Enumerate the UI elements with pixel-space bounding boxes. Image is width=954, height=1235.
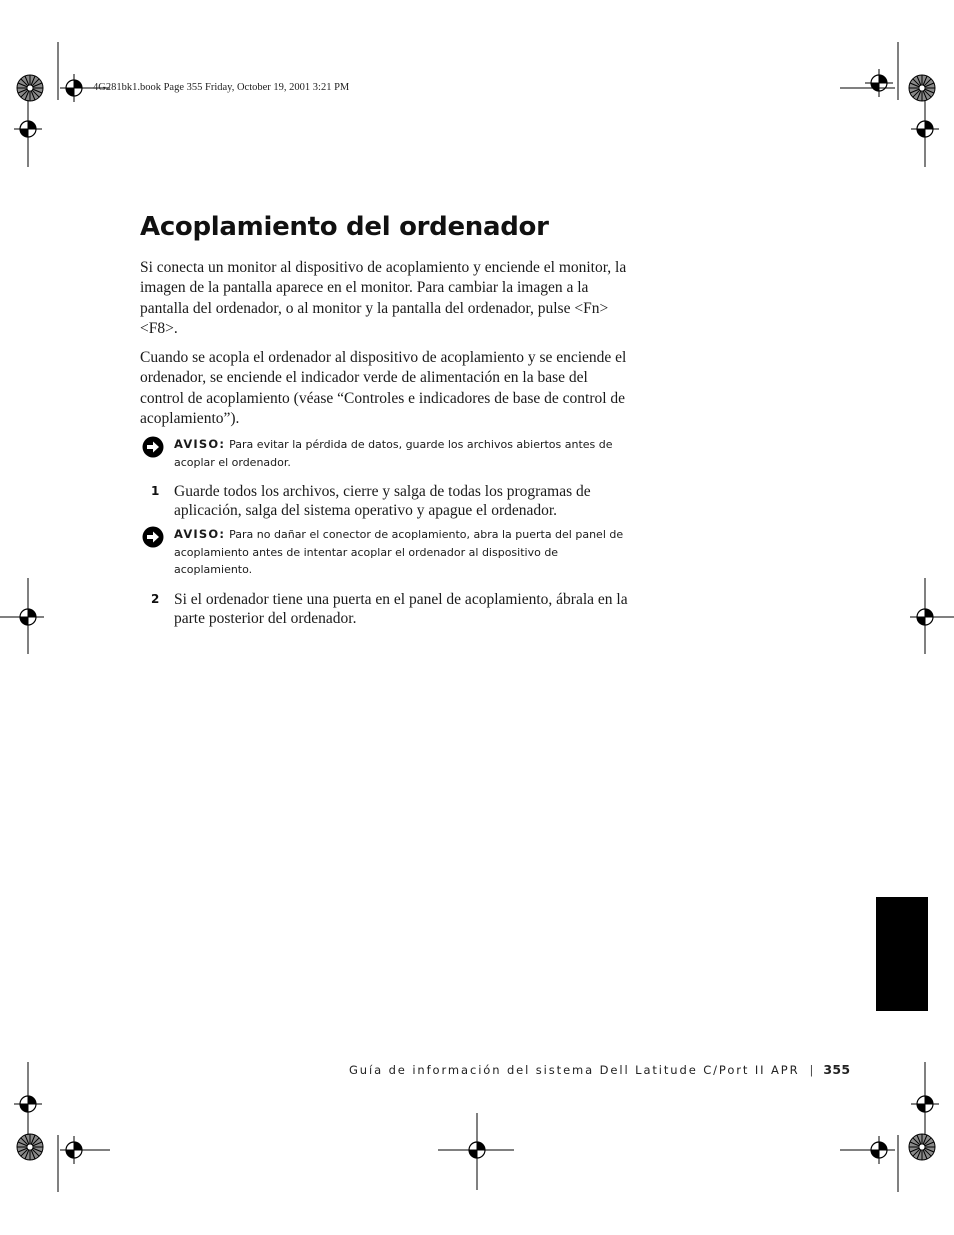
step-item — [140, 482, 630, 520]
paragraph-monitor: Si conecta un monitor al dispositivo de acoplamiento y enciende el monitor, la imagen de la pantalla aparece en el monitor. Para cambiar la imagen a la pantalla del ordenador, o al monitor y la pantalla del ordenador, pulse <Fn><F8>. — [140, 259, 627, 338]
footer-separator: | — [809, 1063, 814, 1077]
step-number: 1 — [151, 484, 160, 498]
star-target-bottom-right — [909, 1134, 935, 1160]
page-footer — [349, 1062, 850, 1077]
section-heading: Acoplamiento del ordenador — [140, 212, 549, 242]
notice-label: AVISO: — [174, 527, 226, 541]
star-target-bottom-left — [17, 1134, 43, 1160]
notice-text: Para no dañar el conector de acoplamiento, abra la puerta del panel de acoplamiento antes de intentar acoplar el ordenador al dispositivo de acoplamiento. — [174, 528, 624, 576]
chapter-thumb-tab — [876, 897, 928, 1011]
star-target-top-left — [17, 75, 43, 101]
notice-label: AVISO: — [174, 437, 226, 451]
footer-title: Guía de información del sistema Dell Latitude C/Port II APR — [349, 1063, 800, 1077]
notice-arrow-icon — [142, 526, 164, 548]
registration-mark-top-right — [865, 69, 893, 97]
step-item — [140, 590, 630, 628]
notice-text: Para evitar la pérdida de datos, guarde los archivos abiertos antes de acoplar el ordenador. — [174, 438, 613, 469]
paragraph-power-indicator: Cuando se acopla el ordenador al dispositivo de acoplamiento y se enciende el ordenador, se enciende el indicador verde de alimentación en la base del control de acoplamiento (véase “Controles e indicadores de base de control de acoplamiento”). — [140, 349, 627, 428]
star-target-top-right — [909, 75, 935, 101]
step-text: Guarde todos los archivos, cierre y salga de todas los programas de aplicación, salga del sistema operativo y apague el ordenador. — [174, 483, 591, 519]
step-number: 2 — [151, 592, 160, 606]
notice-connector-damage — [140, 526, 630, 579]
step-text: Si el ordenador tiene una puerta en el panel de acoplamiento, ábrala en la parte posterior del ordenador. — [174, 591, 628, 627]
notice-arrow-icon — [142, 436, 164, 458]
page-number: 355 — [823, 1062, 851, 1077]
notice-data-loss — [140, 436, 630, 471]
book-slug-line: 4G281bk1.book Page 355 Friday, October 19, 2001 3:21 PM — [93, 82, 350, 93]
